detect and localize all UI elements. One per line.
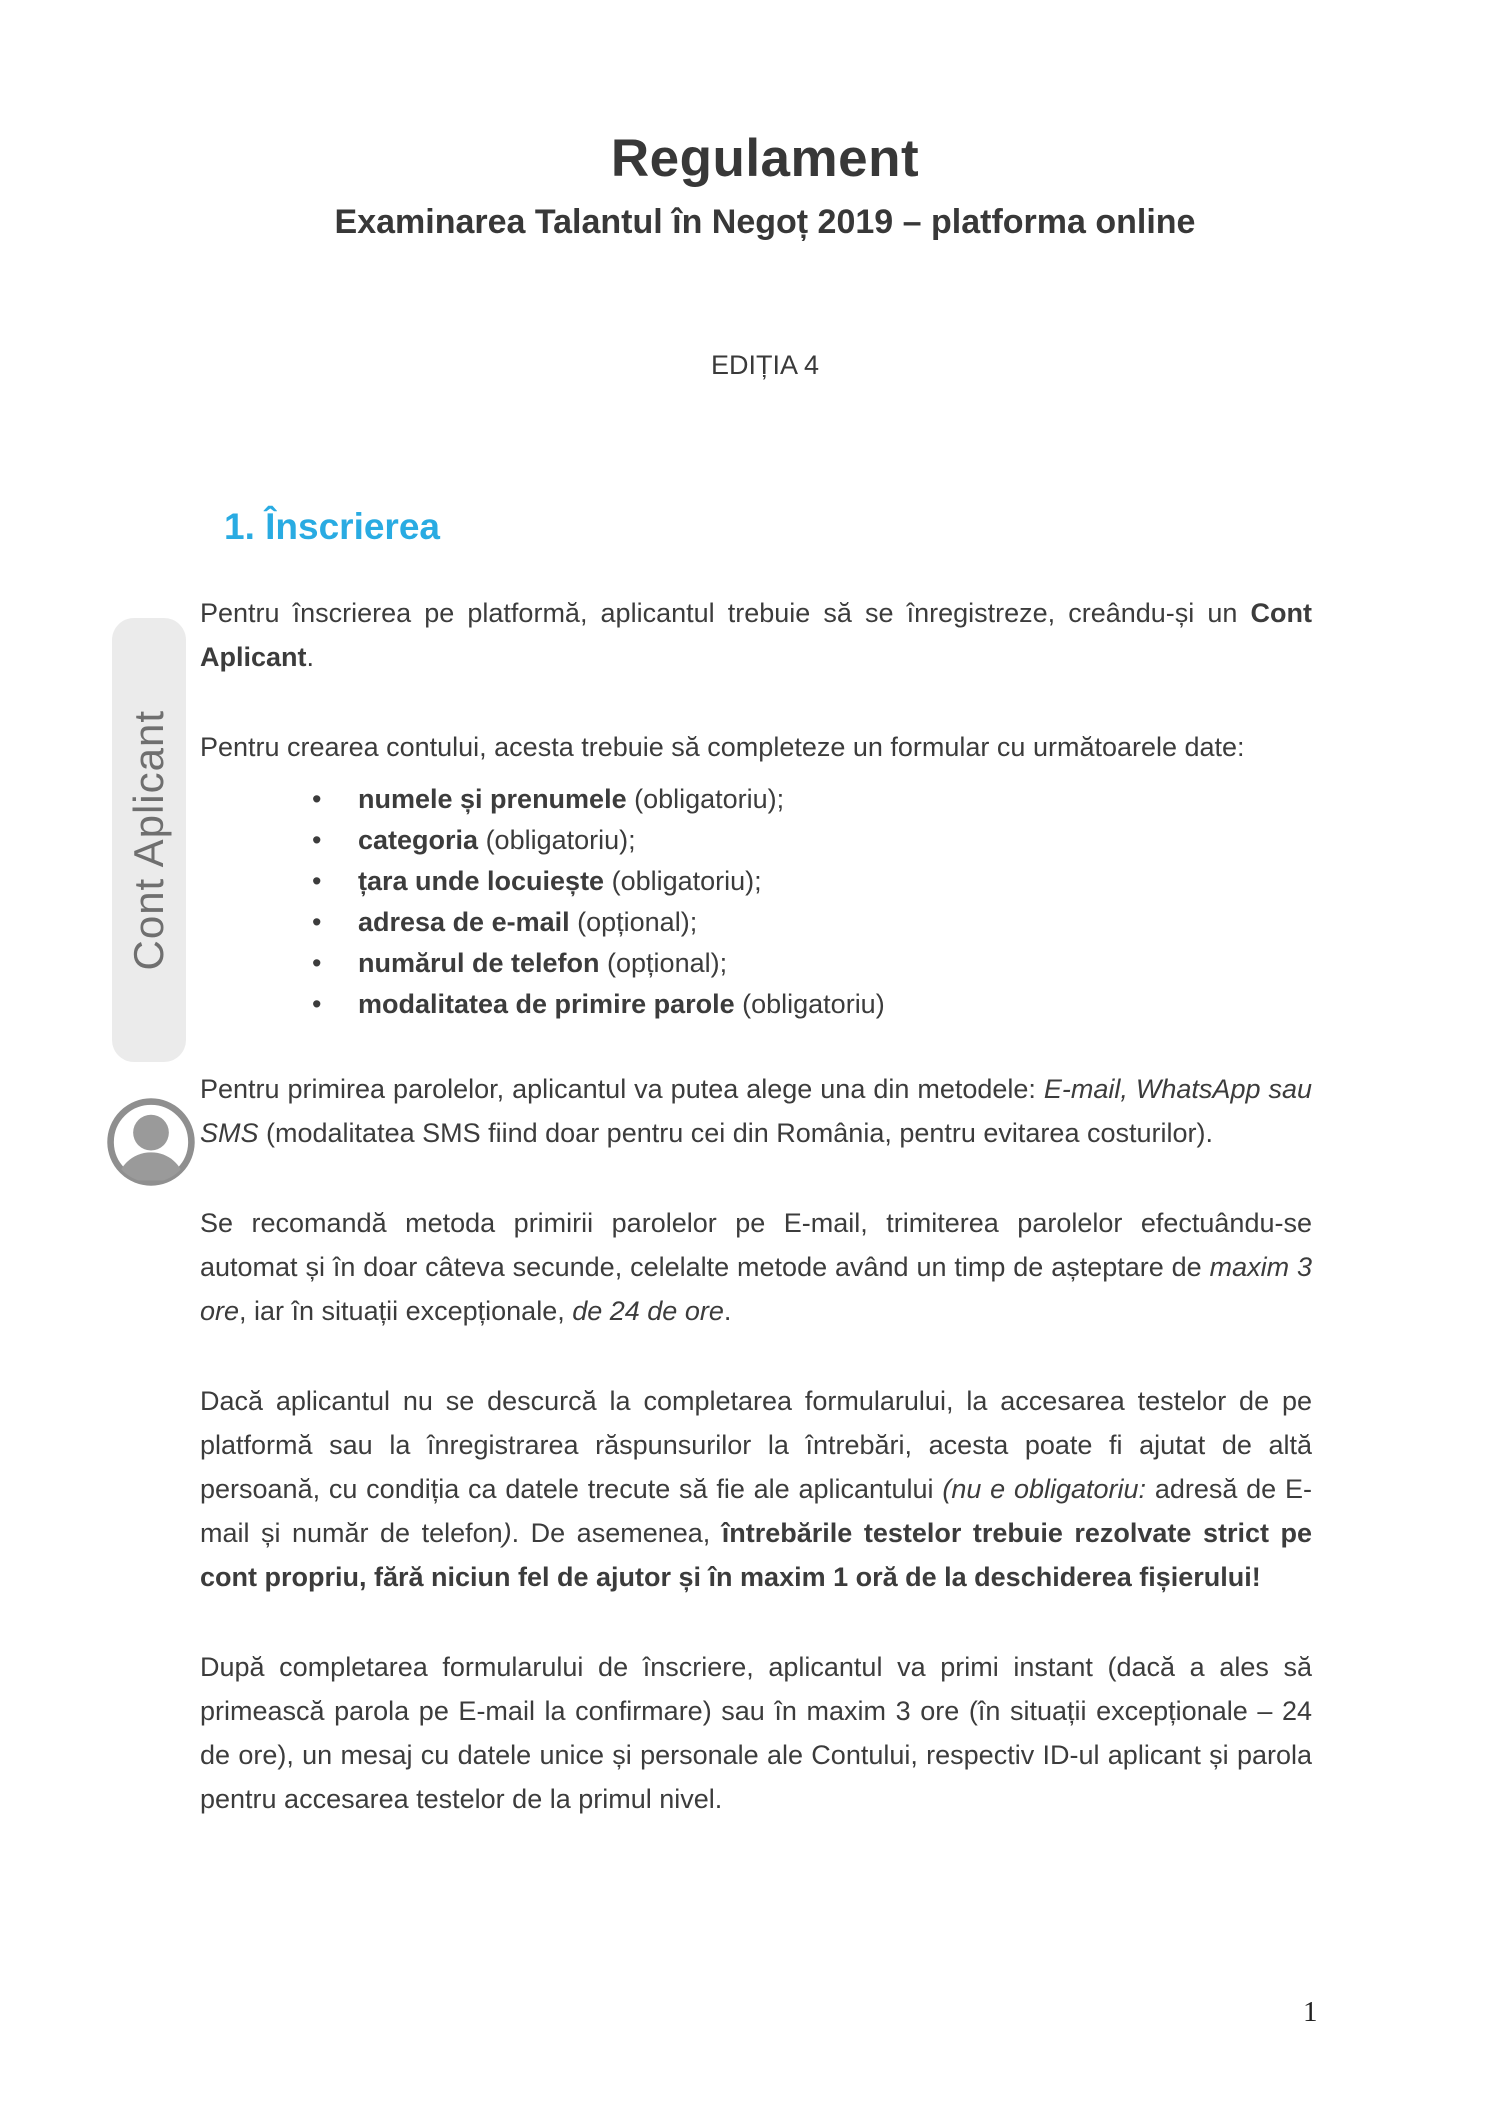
page-number: 1 <box>1303 1996 1318 2028</box>
bullet-list <box>200 779 1312 1025</box>
bullet-item: • categoria (obligatoriu); <box>312 820 1312 861</box>
section-heading: 1. Înscrierea <box>224 506 440 547</box>
paragraph-primire-parole: Pentru primirea parolelor, aplicantul va putea alege una din metodele: E-mail, WhatsApp sau SMS (modalitatea SMS fiind doar pentru cei din România, pentru evitarea costurilor). <box>200 1074 1312 1149</box>
page-title: Regulament <box>610 129 920 188</box>
edition-label: EDIȚIA 4 <box>710 350 820 380</box>
bullet-item: • numărul de telefon (opțional); <box>312 943 1312 984</box>
bullet-item: • modalitatea de primire parole (obligatoriu) <box>312 984 1312 1025</box>
paragraph-dupa-completare: După completarea formularului de înscriere, aplicantul va primi instant (dacă a ales să primească parola pe E-mail la confirmare) sau în maxim 3 ore (în situații excepționale – 24 de ore), un mesaj cu datele unice și personale ale Contului, respectiv ID-ul aplicant și parola pentru accesarea testelor de la primul nivel. <box>200 1652 1312 1815</box>
bullet-item: • adresa de e-mail (opțional); <box>312 902 1312 943</box>
cont-aplicant-label: Cont Aplicant <box>125 709 172 971</box>
bullet-item: • numele și prenumele (obligatoriu); <box>312 779 1312 820</box>
bullet-item: • țara unde locuiește (obligatoriu); <box>312 861 1312 902</box>
page-subtitle: Examinarea Talantul în Negoț 2019 – platforma online <box>334 203 1196 241</box>
cont-aplicant-tab <box>112 618 186 1062</box>
paragraph-inscriere: Pentru înscrierea pe platformă, aplicantul trebuie să se înregistreze, creându-și un Cont Aplicant. <box>200 598 1312 673</box>
paragraph-ajutor: Dacă aplicantul nu se descurcă la completarea formularului, la accesarea testelor de pe platformă sau la înregistrarea răspunsurilor la întrebări, acesta poate fi ajutat de altă persoană, cu condiția ca datele trecute să fie ale aplicantului (nu e obligatoriu: adresă de E-mail și număr de telefon). De asemenea, întrebările testelor trebuie rezolvate strict pe cont propriu, fără niciun fel de ajutor și în maxim 1 oră de la deschiderea fișierului! <box>200 1386 1312 1593</box>
paragraph-recomandare-email: Se recomandă metoda primirii parolelor pe E-mail, trimiterea parolelor efectuându-se automat și în doar câteva secunde, celelalte metode având un timp de așteptare de maxim 3 ore, iar în situații excepționale, de 24 de ore. <box>200 1208 1312 1327</box>
paragraph-creare-cont: Pentru crearea contului, acesta trebuie să completeze un formular cu următoarele date: <box>200 732 1245 763</box>
page-header <box>200 128 1330 242</box>
user-avatar-icon <box>104 1095 198 1189</box>
main-content <box>200 505 1312 1867</box>
